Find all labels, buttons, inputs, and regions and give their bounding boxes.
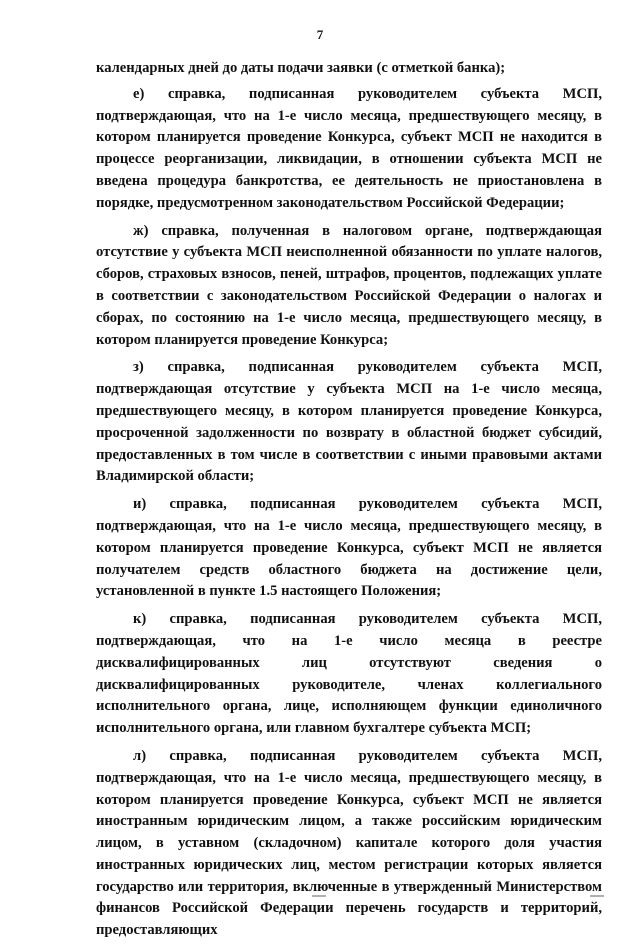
paragraph-item-l: л) справка, подписанная руководителем субъекта МСП, подтверждающая, что на 1-е число месяца, предшествующего месяцу, в котором планируется проведение Конкурса, субъект МСП не является иностранным юридическим лицом, а также российским юридическим лицом, в уставном (складочном) капитале которого доля участия иностранных юридических лиц, местом регистрации которых является государство или территория, включенные в утвержденный Министерством финансов Российской Федерации перечень государств и территорий, предоставляющих [96,747,602,939]
paragraph-continuation: календарных дней до даты подачи заявки (с отметкой банка); [96,60,506,76]
paragraph-item-zh: ж) справка, полученная в налоговом органе, подтверждающая отсутствие у субъекта МСП неисполненной обязанности по уплате налогов, сборов, страховых взносов, пеней, штрафов, процентов, подлежащих уплате в соответствии с законодательством Российской Федерации о налогах и сборах, по состоянию на 1-е число месяца, предшествующего месяцу, в котором планируется проведение Конкурса; [96,222,602,348]
paragraph-item-z: з) справка, подписанная руководителем субъекта МСП, подтверждающая отсутствие у субъекта МСП на 1-е число месяца, предшествующего месяцу, в котором планируется проведение Конкурса, просроченной задолженности по возврату в областной бюджет субсидий, предоставленных в том числе в соответствии с иными правовыми актами Владимирской области; [96,359,602,485]
scan-artifact-mark [590,895,604,897]
document-body [96,58,602,948]
paragraph-item-k: к) справка, подписанная руководителем субъекта МСП, подтверждающая, что на 1-е число месяца в реестре дисквалифицированных лиц отсутствуют сведения о дисквалифицированных руководителе, членах коллегиального исполнительного органа, лице, исполняющем функции единоличного исполнительного органа, или главном бухгалтере субъекта МСП; [96,611,602,737]
paragraph-item-e: е) справка, подписанная руководителем субъекта МСП, подтверждающая, что на 1-е число месяца, предшествующего месяцу, в котором планируется проведение Конкурса, субъект МСП не находится в процессе реорганизации, ликвидации, в отношении субъекта МСП не введена процедура банкротства, ее деятельность не приостановлена в порядке, предусмотренном законодательством Российской Федерации; [96,85,602,211]
page-number: 7 [316,27,324,42]
paragraph-item-i: и) справка, подписанная руководителем субъекта МСП, подтверждающая, что на 1-е число месяца, предшествующего месяцу, в котором планируется проведение Конкурса, субъект МСП не является получателем средств областного бюджета на достижение цели, установленной в пункте 1.5 настоящего Положения; [96,496,602,600]
scan-artifact-mark [312,895,326,897]
